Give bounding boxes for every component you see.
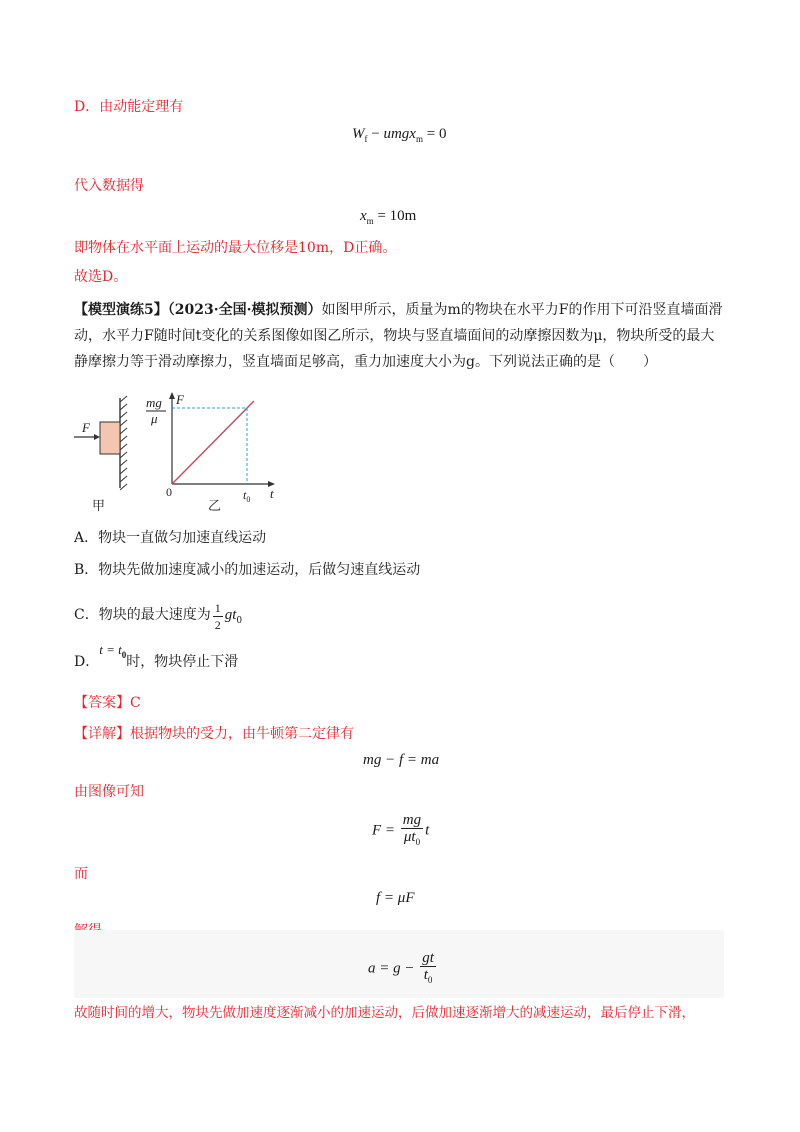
- eq4-fraction: [401, 812, 423, 850]
- and-text: 而: [74, 866, 88, 882]
- eq4-den-sub: 0: [415, 837, 421, 847]
- option-b: B．物块先做加速度减小的加速运动，后做匀速直线运动: [74, 562, 421, 578]
- eq6-den: t: [423, 967, 428, 983]
- detail-text: 根据物块的受力，由牛顿第二定律有: [130, 726, 354, 742]
- option-d-expr: [99, 642, 127, 660]
- eq4-den: μt: [403, 829, 416, 845]
- option-d-prefix: D．: [74, 654, 100, 670]
- x-axis-label: t: [270, 486, 274, 501]
- problem-tag: 【模型演练5】: [74, 302, 168, 318]
- block: [100, 422, 120, 454]
- final-conclusion: 故随时间的增大，物块先做加速度逐渐减小的加速运动，后做加速逐渐增大的减速运动，最后停止下滑，: [74, 1005, 695, 1021]
- problem-text: 如图甲所示，质量为m的物块在水平力F的作用下可沿竖直墙面滑动，水平力F随时间t变化的关系图像如图乙所示，物块与竖直墙面间的动摩擦因数为μ，物块所受的最大静摩擦力等于滑动摩擦力，竖直墙面足够高，重力加速度大小为g。下列说法正确的是（ ）: [74, 302, 723, 370]
- equation-xm: [360, 206, 416, 231]
- equation-acceleration: [368, 950, 438, 988]
- option-c-den: 2: [214, 618, 221, 632]
- option-c-prefix: C．物块的最大速度为: [74, 607, 211, 623]
- eq6-den-sub: 0: [427, 975, 433, 985]
- answer: 【答案】C: [74, 695, 141, 711]
- f-t-line: [172, 401, 254, 484]
- option-d: [74, 642, 239, 677]
- option-c-num: 1: [214, 601, 221, 615]
- eq1-w-sub: f: [364, 134, 368, 144]
- choose-d: 故选D。: [74, 269, 128, 285]
- wall-hatching: [120, 396, 127, 490]
- force-label: F: [82, 420, 90, 435]
- detail-tag: 【详解】: [74, 726, 130, 742]
- eq6-num: gt: [422, 950, 434, 966]
- conclusion-d: 即物体在水平面上运动的最大位移是10m，D正确。: [74, 240, 397, 256]
- yi-label: 乙: [208, 498, 222, 513]
- eq4-tail: t: [425, 822, 430, 839]
- option-c: [74, 600, 242, 633]
- force-arrowhead: [94, 434, 100, 440]
- option-c-sub: 0: [236, 616, 243, 626]
- option-a: A．物块一直做匀加速直线运动: [74, 530, 267, 546]
- eq1-minus: −: [367, 126, 384, 142]
- eq1-w: W: [352, 126, 365, 142]
- equation-work-energy: [352, 124, 446, 149]
- eq4-num: mg: [402, 812, 422, 828]
- option-d-intro: D．由动能定理有: [74, 99, 184, 115]
- substitute-text: 代入数据得: [74, 178, 144, 194]
- problem-source: （2023·全国·模拟预测）: [167, 302, 322, 318]
- eq1-rest: umgx: [383, 126, 416, 142]
- eq1-x-sub: m: [415, 134, 423, 144]
- equation-f-of-t: [372, 812, 429, 850]
- eq1-eq: = 0: [422, 126, 447, 142]
- ytick-numerator: mg: [146, 395, 162, 410]
- problem-statement: [74, 297, 724, 375]
- y-axis-arrow: [169, 392, 175, 399]
- option-d-suffix: 时，物块停止下滑: [126, 654, 239, 670]
- detail-line: [74, 724, 354, 744]
- equation-newton: mg − f = ma: [363, 752, 440, 768]
- t0-label: [243, 488, 250, 504]
- option-c-fraction: [213, 600, 223, 633]
- option-c-expr: gt: [224, 607, 237, 623]
- eq6-fraction: [420, 950, 436, 988]
- origin-label: 0: [166, 485, 172, 499]
- eq2-x: x: [360, 208, 367, 224]
- y-axis-label: F: [176, 392, 184, 407]
- option-d-t: t = t: [99, 642, 122, 657]
- option-d-sub: 0: [121, 650, 127, 660]
- jia-label: 甲: [92, 498, 106, 513]
- eq4-lhs: F =: [372, 822, 399, 839]
- t0-sub: 0: [246, 495, 251, 504]
- figure-block-and-graph: [70, 392, 290, 522]
- eq2-x-sub: m: [366, 216, 374, 226]
- eq2-rhs: = 10m: [373, 208, 417, 224]
- from-graph-text: 由图像可知: [74, 784, 144, 800]
- equation-friction: f = μF: [376, 890, 415, 906]
- eq6-lhs: a = g −: [368, 960, 419, 977]
- t0-t: t: [243, 488, 247, 502]
- ytick-denominator: μ: [151, 411, 158, 426]
